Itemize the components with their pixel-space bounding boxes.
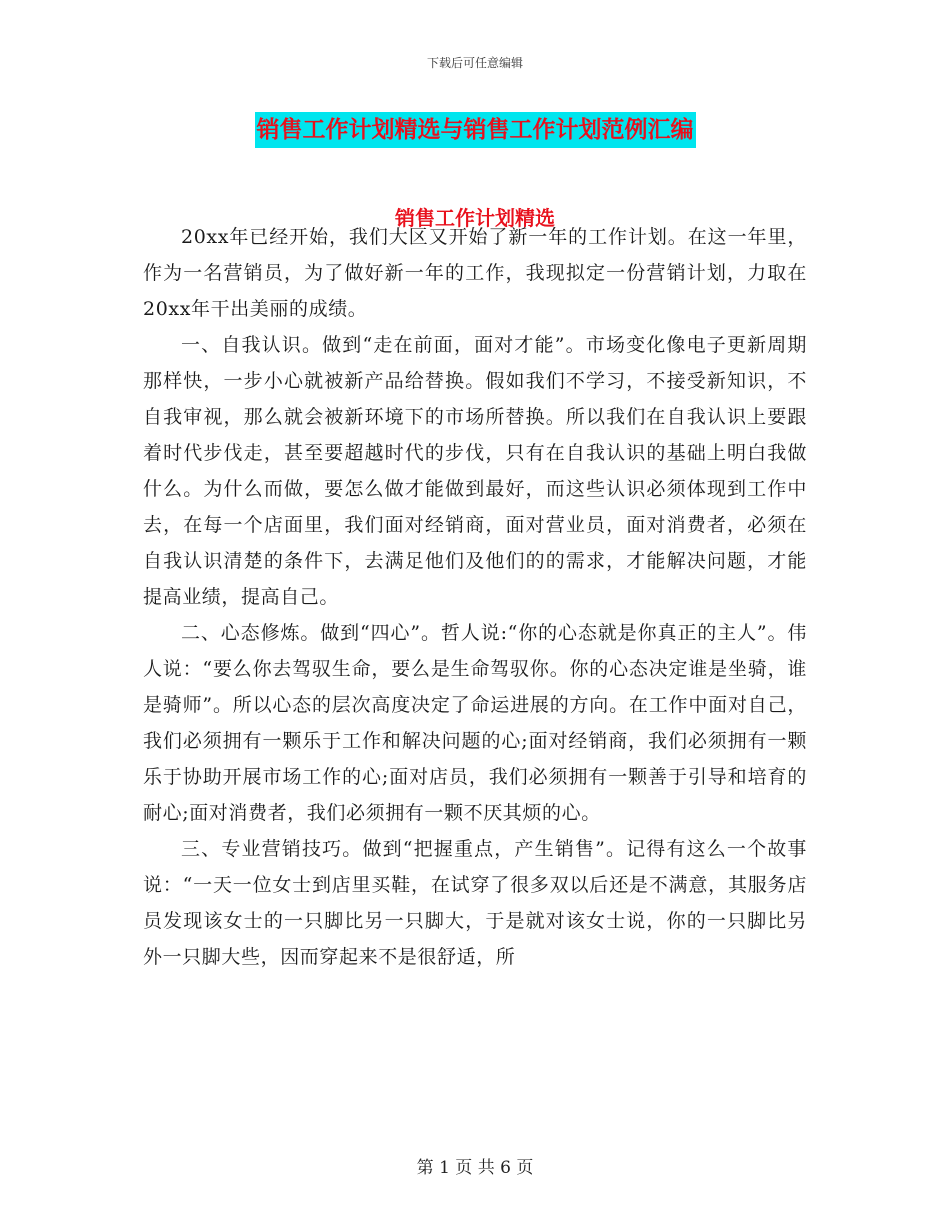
document-title-container (0, 112, 950, 148)
document-body (143, 219, 807, 975)
document-title: 销售工作计划精选与销售工作计划范例汇编 (255, 112, 696, 148)
paragraph-self-awareness: 一、自我认识。做到“走在前面，面对才能”。市场变化像电子更新周期那样快，一步小心就被新产品给替换。假如我们不学习，不接受新知识，不自我审视，那么就会被新环境下的市场所替换。所以我们在自我认识上要跟着时代步伐走，甚至要超越时代的步伐，只有在自我认识的基础上明白我做什么。为什么而做，要怎么做才能做到最好，而这些认识必须体现到工作中去，在每一个店面里，我们面对经销商，面对营业员，面对消费者，必须在自我认识清楚的条件下，去满足他们及他们的的需求，才能解决问题，才能提高业绩，提高自己。 (143, 334, 807, 608)
page-number: 第 1 页 共 6 页 (416, 1158, 534, 1178)
header-note: 下载后可任意编辑 (426, 56, 523, 70)
paragraph-sales-skills: 三、专业营销技巧。做到“把握重点，产生销售”。记得有这么一个故事说：“一天一位女士到店里买鞋，在试穿了很多双以后还是不满意，其服务店员发现该女士的一只脚比另一只脚大，于是就对该女士说，你的一只脚比另外一只脚大些，因而穿起来不是很舒适，所 (143, 838, 807, 968)
paragraph-mindset: 二、心态修炼。做到“四心”。哲人说:“你的心态就是你真正的主人”。伟人说：“要么你去驾驭生命，要么是生命驾驭你。你的心态决定谁是坐骑，谁是骑师”。所以心态的层次高度决定了命运进展的方向。在工作中面对自己，我们必须拥有一颗乐于工作和解决问题的心;面对经销商，我们必须拥有一颗乐于协助开展市场工作的心;面对店员，我们必须拥有一颗善于引导和培育的耐心;面对消费者，我们必须拥有一颗不厌其烦的心。 (143, 622, 807, 824)
paragraph-intro: 20xx年已经开始，我们大区又开始了新一年的工作计划。在这一年里，作为一名营销员，为了做好新一年的工作，我现拟定一份营销计划，力取在20xx年干出美丽的成绩。 (143, 226, 807, 320)
section-title: 销售工作计划精选 (395, 206, 555, 230)
